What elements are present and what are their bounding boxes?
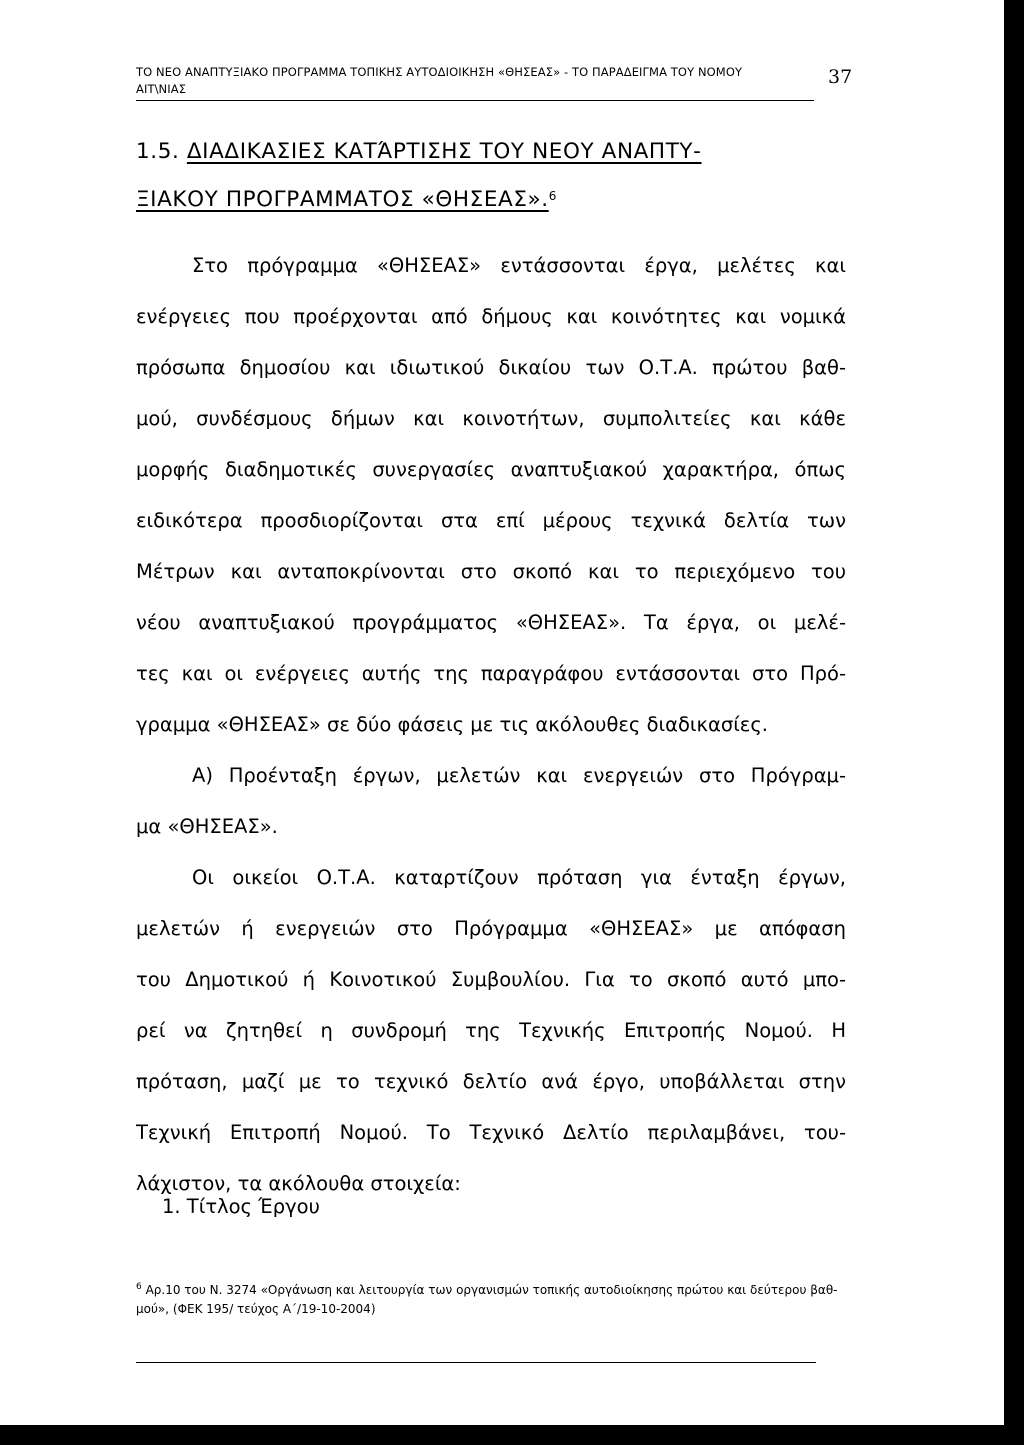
- text-line: τες και οι ενέργειες αυτής της παραγράφου εντάσσονται στο Πρό-: [136, 662, 846, 685]
- text-line: Οι οικείοι Ο.Τ.Α. καταρτίζουν πρόταση για ένταξη έργων,: [192, 866, 846, 889]
- section-number: 1.5.: [136, 139, 180, 164]
- scan-border-right: [1004, 0, 1024, 1445]
- section-heading: [136, 128, 856, 224]
- footnote-text-line-1: Αρ.10 του Ν. 3274 «Οργάνωση και λειτουργία των οργανισμών τοπικής αυτοδιοίκησης πρώτου και δεύτερου βαθ-: [145, 1283, 838, 1297]
- text-line: μελετών ή ενεργειών στο Πρόγραμμα «ΘΗΣΕΑΣ» με απόφαση: [136, 917, 846, 940]
- text-line: μορφής διαδημοτικές συνεργασίες αναπτυξιακού χαρακτήρα, όπως: [136, 458, 846, 481]
- text-line: Μέτρων και ανταποκρίνονται στο σκοπό και το περιεχόμενο του: [136, 560, 846, 583]
- running-head: [136, 64, 786, 98]
- text-line: Τεχνική Επιτροπή Νομού. Το Τεχνικό Δελτίο περιλαμβάνει, του-: [136, 1121, 846, 1144]
- running-head-line-1: ΤΟ ΝΕΟ ΑΝΑΠΤΥΞΙΑΚΟ ΠΡΟΓΡΑΜΜΑ ΤΟΠΙΚΗΣ ΑΥΤΟΔΙΟΙΚΗΣΗ «ΘΗΣΕΑΣ» - ΤΟ ΠΑΡΑΔΕΙΓΜΑ ΤΟΥ ΝΟΜΟΥ: [136, 65, 743, 79]
- text-line: του Δημοτικού ή Κοινοτικού Συμβουλίου. Για το σκοπό αυτό μπο-: [136, 968, 846, 991]
- bottom-rule: [136, 1362, 816, 1363]
- text-line: ενέργειες που προέρχονται από δήμους και κοινότητες και νομικά: [136, 305, 846, 328]
- text-line: μα «ΘΗΣΕΑΣ».: [136, 815, 278, 838]
- section-title-line-2: ΞΙΑΚΟΥ ΠΡΟΓΡΑΜΜΑΤΟΣ «ΘΗΣΕΑΣ».: [136, 187, 549, 212]
- text-line: μού, συνδέσμους δήμων και κοινοτήτων, συμπολιτείες και κάθε: [136, 407, 846, 430]
- footnote-marker: 6: [136, 1282, 142, 1292]
- text-line: ειδικότερα προσδιορίζονται στα επί μέρους τεχνικά δελτία των: [136, 509, 846, 532]
- header-rule: [136, 100, 814, 101]
- paragraph-3: [136, 852, 846, 1209]
- text-line: πρόταση, μαζί με το τεχνικό δελτίο ανά έργο, υποβάλλεται στην: [136, 1070, 846, 1093]
- footnote-reference[interactable]: 6: [548, 189, 557, 203]
- text-line: γραμμα «ΘΗΣΕΑΣ» σε δύο φάσεις με τις ακόλουθες διαδικασίες.: [136, 713, 768, 736]
- paragraph-1: [136, 240, 846, 750]
- text-line: πρόσωπα δημοσίου και ιδιωτικού δικαίου των Ο.Τ.Α. πρώτου βαθ-: [136, 356, 846, 379]
- text-line: λάχιστον, τα ακόλουθα στοιχεία:: [136, 1172, 461, 1195]
- text-line: ρεί να ζητηθεί η συνδρομή της Τεχνικής Επιτροπής Νομού. Η: [136, 1019, 846, 1042]
- page-number: 37: [828, 66, 853, 88]
- body-text: [136, 240, 846, 1209]
- text-line: νέου αναπτυξιακού προγράμματος «ΘΗΣΕΑΣ». Τα έργα, οι μελέ-: [136, 611, 846, 634]
- paragraph-2: [136, 750, 846, 852]
- running-head-line-2: ΑΙΤ\ΝΙΑΣ: [136, 82, 187, 96]
- section-title-line-1: ΔΙΑΔΙΚΑΣΙΕΣ ΚΑΤΆΡΤΙΣΗΣ ΤΟΥ ΝΕΟΥ ΑΝΑΠΤΥ-: [186, 139, 702, 164]
- text-line: Α) Προένταξη έργων, μελετών και ενεργειών στο Πρόγραμ-: [192, 764, 846, 787]
- scan-border-bottom: [0, 1425, 1024, 1445]
- footnote: [136, 1278, 848, 1319]
- footnote-text-line-2: μού», (ΦΕΚ 195/ τεύχος Α΄/19-10-2004): [136, 1302, 376, 1316]
- list-item: 1. Τίτλος Έργου: [162, 1195, 320, 1218]
- text-line: Στο πρόγραμμα «ΘΗΣΕΑΣ» εντάσσονται έργα, μελέτες και: [192, 254, 846, 277]
